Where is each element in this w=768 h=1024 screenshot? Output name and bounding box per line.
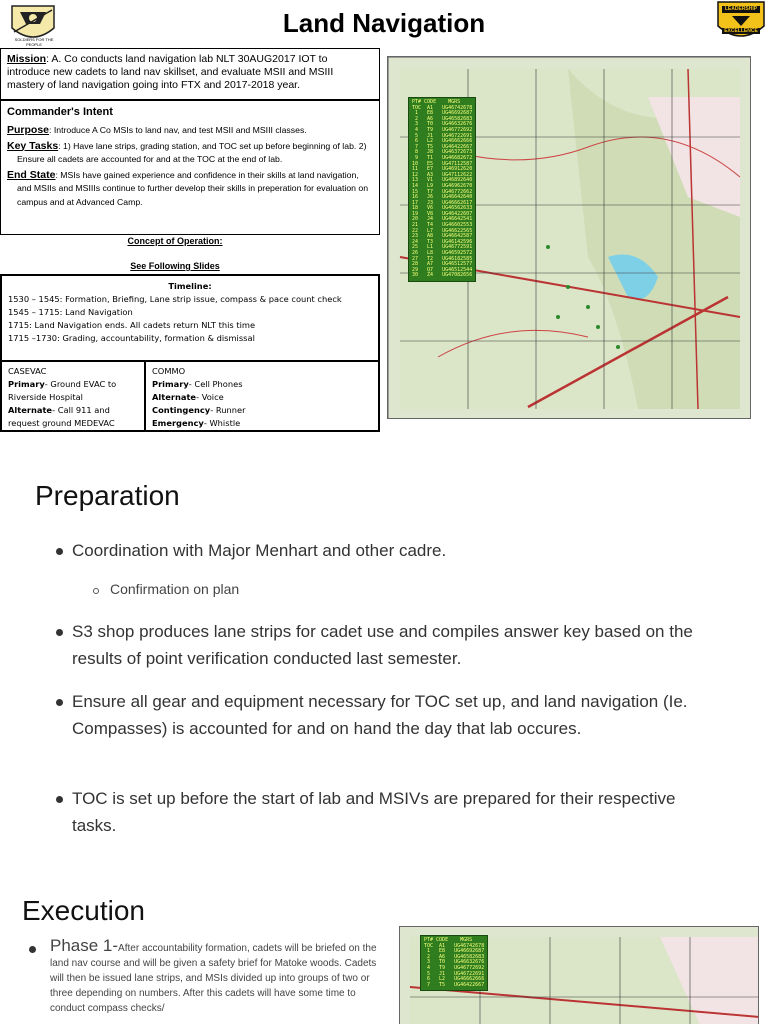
intent-heading: Commander's Intent xyxy=(7,106,113,118)
commo-primary xyxy=(152,378,372,391)
crest-bottom-text: EXCELLENCE xyxy=(724,28,758,34)
crest-motto: SOLDIERS FOR THE PEOPLE xyxy=(14,37,54,47)
map-legend-repeat: PT# CODE MGRS TOC A1 UG46742678 1 E8 UG46692687 2 A6 UG46582683 3 T0 UG46632676 4 T9 UG46772692 5 J1 UG46722691 6 L2 UG46662666 7 T5 UG46422667 xyxy=(420,935,488,991)
commo-contingency-label: Contingency xyxy=(152,405,211,415)
purpose-label: Purpose xyxy=(7,124,50,136)
prep-sub-bullet: Confirmation on plan xyxy=(110,581,240,597)
casevac-heading: CASEVAC xyxy=(8,366,47,376)
commo-heading: COMMO xyxy=(152,366,186,376)
end-state-label: End State xyxy=(7,168,56,181)
prep-bullet: TOC is set up before the start of lab and MSIVs are prepared for their respective tasks. xyxy=(72,789,676,835)
end-state-text: : MSIs have gained experience and confidence in their skills at land navigation, and MSIIs and MSIIIs continue to further develop their skills in preperation for evaluation on campus and at Advanced Camp. xyxy=(17,169,369,207)
timeline-box xyxy=(0,274,380,362)
land-nav-map-repeat xyxy=(399,926,759,1024)
key-tasks-label: Key Tasks xyxy=(7,139,59,152)
map-legend: PT# CODE MGRS TOC A1 UG46742678 1 E8 UG46692687 2 A6 UG46582683 3 T0 UG46632676 4 T9 UG46772692 5 J1 UG46722691 6 L2 UG46662666 7 T5 UG46422667 8 J8 UG46372673 9 T1 UG46682672 10 E5 UG47112587 11 E7 UG46912620 12 A3 UG47112622 13 V1 UG46892640 14 L9 UG46962670 15 T7 UG46772662 16 J6 UG46642640 17 J3 UG46662617 18 V6 UG46562633 19 V8 UG46422607 20 J4 UG46642541 21 T4 UG46602553 22 L7 UG46622565 23 A8 UG46642587 24 T3 UG46142596 25 L1 UG46772591 26 L8 UG46592572 27 T2 UG46182585 28 A7 UG46512577 29 Q7 UG46512544 30 Z4 UG47082656 xyxy=(408,97,476,282)
prep-bullet: Coordination with Major Menhart and other cadre. xyxy=(72,541,447,560)
commo-primary-text: - Cell Phones xyxy=(188,379,243,389)
casevac-primary-label: Primary xyxy=(8,379,45,389)
casevac-alternate-label: Alternate xyxy=(8,405,53,415)
mission-body: : A. Co conducts land navigation lab NLT 30AUG2017 IOT to introduce new cadets to land nav skillset, and evaluate MSII and MSIII mastery of land navigation going into FTX and 2017-2018 year. xyxy=(7,53,334,91)
commo-contingency-text: - Runner xyxy=(210,405,246,415)
timeline-heading: Timeline: xyxy=(168,281,212,291)
timeline-item: 1715 –1730: Grading, accountability, formation & dismissal xyxy=(8,333,255,343)
commo-emergency-text: - Whistle xyxy=(203,418,241,428)
bullet-dot xyxy=(56,796,63,803)
timeline-item: 1545 – 1715: Land Navigation xyxy=(8,307,133,317)
casevac-alternate xyxy=(8,404,138,430)
casevac-box xyxy=(0,362,146,432)
purpose-line xyxy=(7,124,373,138)
bullet-dot xyxy=(56,699,63,706)
casevac-alternate-text: - Call 911 and request ground MEDEVAC xyxy=(8,405,115,428)
concept-heading: Concept of Operation: xyxy=(127,236,223,246)
land-nav-map xyxy=(387,56,751,419)
sub-bullet-dot xyxy=(93,588,99,594)
purpose-text: : Introduce A Co MSIs to land nav, and test MSII and MSIII classes. xyxy=(49,125,307,135)
execution-phase-1 xyxy=(50,938,380,1016)
commo-alternate xyxy=(152,391,372,404)
commo-emergency xyxy=(152,417,372,430)
concept-sub: See Following Slides xyxy=(130,261,220,271)
crest-top-text: LEADERSHIP xyxy=(724,6,758,12)
key-tasks-text: : 1) Have lane strips, grading station, and TOC set up before beginning of lab. 2) Ensure all cadets are accounted for and at the TOC at the end of lab. xyxy=(17,140,367,164)
bullet-dot xyxy=(56,548,63,555)
commo-contingency xyxy=(152,404,372,417)
commo-alternate-label: Alternate xyxy=(152,392,197,402)
commo-emergency-label: Emergency xyxy=(152,418,204,428)
mission-text xyxy=(7,53,373,92)
mission-label: Mission xyxy=(7,53,47,65)
casevac-primary-text: - Ground EVAC to Riverside Hospital xyxy=(8,379,117,402)
end-state-line xyxy=(7,169,373,210)
leadership-excellence-crest-icon xyxy=(714,0,768,44)
prep-bullet: Ensure all gear and equipment necessary for TOC set up, and land navigation (Ie. Compasses) is accounted for and on hand the day that lab occures. xyxy=(72,692,688,738)
commanders-intent-box xyxy=(0,100,380,235)
key-tasks-line xyxy=(7,140,373,167)
commo-primary-label: Primary xyxy=(152,379,189,389)
execution-heading: Execution xyxy=(22,895,145,926)
mission-box xyxy=(0,48,380,100)
casevac-primary xyxy=(8,378,138,404)
commo-alternate-text: - Voice xyxy=(196,392,224,402)
phase-label: Phase 1- xyxy=(50,936,119,955)
timeline-item: 1715: Land Navigation ends. All cadets return NLT this time xyxy=(8,320,256,330)
phase-text: After accountability formation, cadets will be briefed on the land nav course and will be given a safety brief for Matoke woods. Cadets will then be issued lane strips, and MSIs divided up into groups of two or three depending on numbers. After this cadets will have some time to conduct compass checks/ xyxy=(50,943,377,1014)
page-title: Land Navigation xyxy=(282,8,486,38)
commo-box xyxy=(144,362,380,432)
preparation-heading: Preparation xyxy=(35,480,180,511)
bullet-dot xyxy=(56,629,63,636)
timeline-item: 1530 – 1545: Formation, Briefing, Lane strip issue, compass & pace count check xyxy=(8,294,342,304)
prep-bullet: S3 shop produces lane strips for cadet use and compiles answer key based on the results of point verification conducted last semester. xyxy=(72,622,693,668)
bullet-dot xyxy=(29,946,36,953)
concept-of-operation xyxy=(0,235,350,273)
